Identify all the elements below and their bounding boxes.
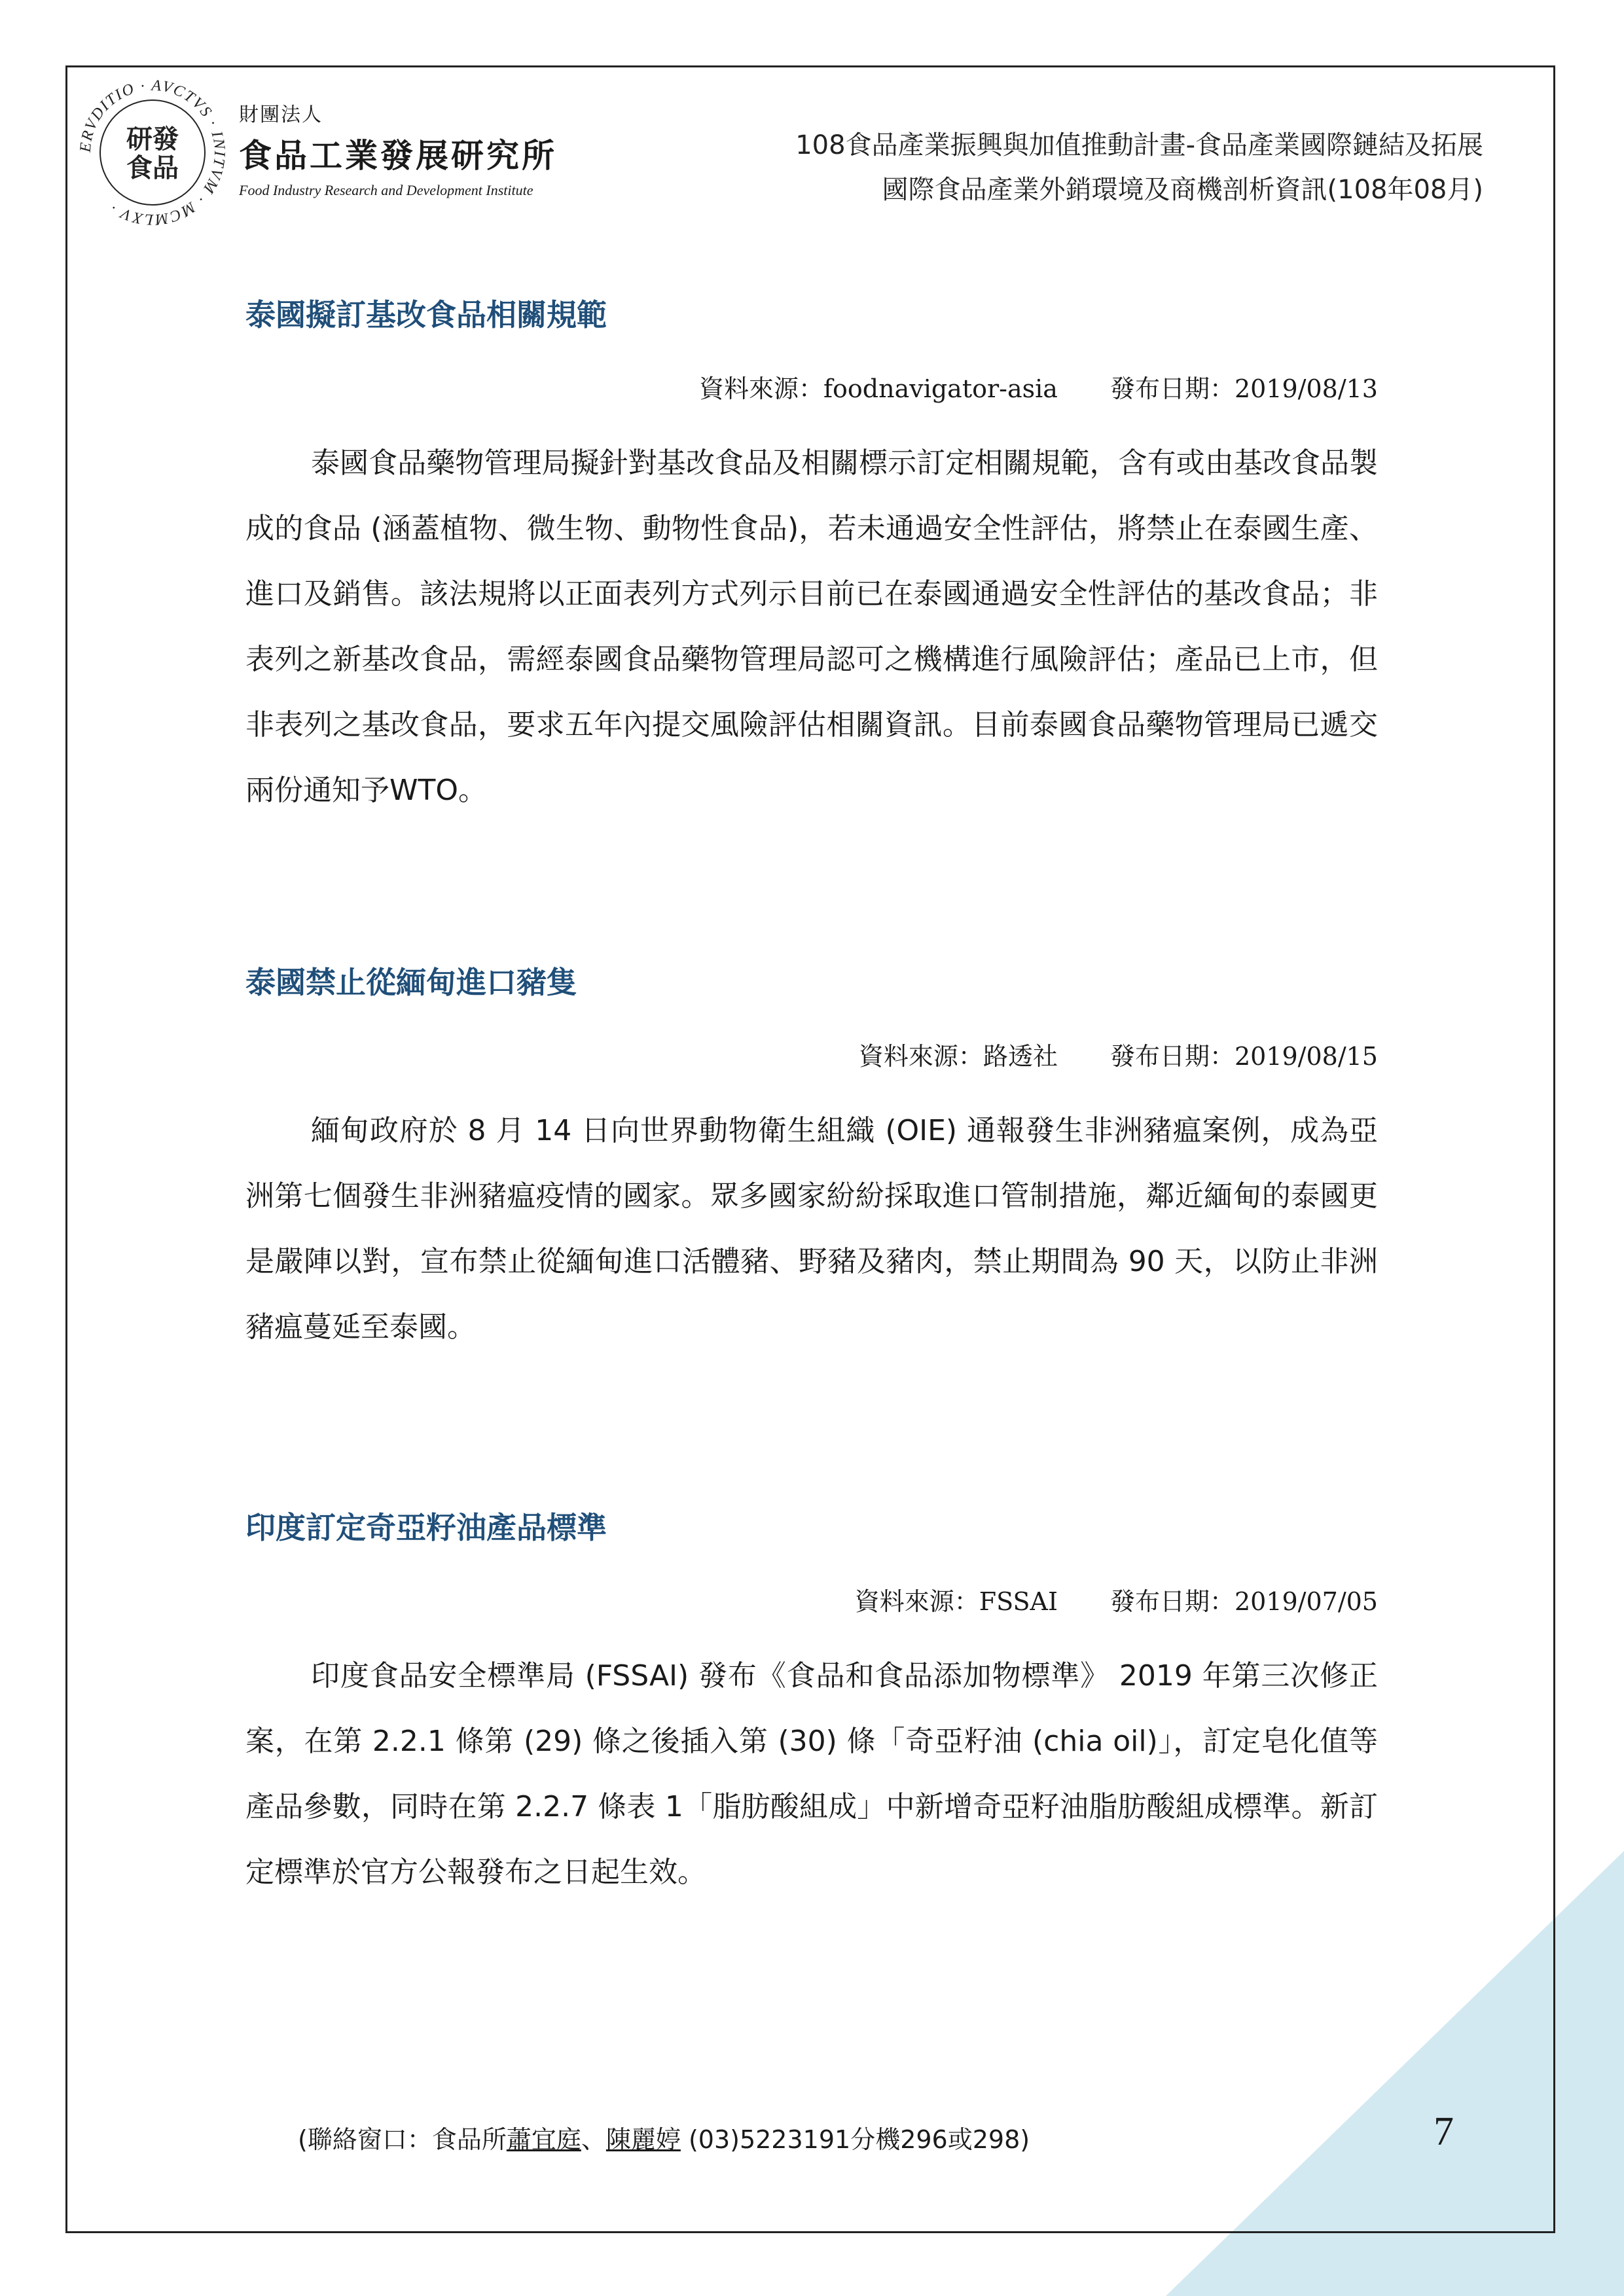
institute-seal-logo bbox=[77, 77, 228, 228]
article-india-chia-oil bbox=[245, 1504, 1378, 1934]
source-value: foodnavigator-asia bbox=[823, 374, 1058, 403]
article-body: 緬甸政府於 8 月 14 日向世界動物衛生組織 (OIE) 通報發生非洲豬瘟案例，成為亞洲第七個發生非洲豬瘟疫情的國家。眾多國家紛紛採取進口管制措施，鄰近緬甸的泰國更是嚴陣以對，宣布禁止從緬甸進口活體豬、野豬及豬肉，禁止期間為 90 天，以防止非洲豬瘟蔓延至泰國。 bbox=[245, 1114, 1378, 1344]
article-body: 印度食品安全標準局 (FSSAI) 發布《食品和食品添加物標準》 2019 年第三次修正案，在第 2.2.1 條第 (29) 條之後插入第 (30) 條「奇亞籽油 (chia oil)」，訂定皂化值等產品參數，同時在第 2.2.7 條表 1「脂肪酸組成」中新增奇亞籽油脂肪酸組成標準。新訂定標準於官方公報發布之日起生效。 bbox=[245, 1659, 1378, 1889]
source-label: 資料來源： bbox=[698, 374, 823, 403]
article-thailand-gmo bbox=[245, 291, 1378, 852]
contact-name: 蕭宜庭 bbox=[506, 2125, 581, 2154]
date-value: 2019/07/05 bbox=[1234, 1587, 1378, 1616]
svg-text:研發: 研發 bbox=[126, 124, 179, 154]
article-title: 泰國擬訂基改食品相關規範 bbox=[245, 297, 607, 332]
contact-separator: 、 bbox=[581, 2125, 606, 2154]
header-line-project: 108食品產業振興與加值推動計畫-食品產業國際鏈結及拓展 bbox=[795, 130, 1483, 160]
date-label: 發布日期： bbox=[1110, 1587, 1235, 1616]
article-title: 泰國禁止從緬甸進口豬隻 bbox=[245, 965, 577, 1000]
article-body: 泰國食品藥物管理局擬針對基改食品及相關標示訂定相關規範，含有或由基改食品製成的食品 (涵蓋植物、微生物、動物性食品)，若未通過安全性評估，將禁止在泰國生產、進口及銷售。該法規將以正面表列方式列示目前已在泰國通過安全性評估的基改食品；非表列之新基改食品，需經泰國食品藥物管理局認可之機構進行風險評估；產品已上市，但非表列之基改食品，要求五年內提交風險評估相關資訊。目前泰國食品藥物管理局已遞交兩份通知予WTO。 bbox=[245, 446, 1378, 807]
svg-text:ERVDITIO · AVCTVS · INITVM · M: ERVDITIO · AVCTVS · INITVM · MCMLXV · bbox=[77, 77, 228, 228]
footer-contact bbox=[298, 2119, 1030, 2155]
org-name: 食品工業發展研究所 bbox=[239, 136, 557, 175]
contact-phone: (03)5223191分機296或298) bbox=[680, 2125, 1030, 2154]
document-header bbox=[795, 123, 1483, 212]
article-title: 印度訂定奇亞籽油產品標準 bbox=[245, 1510, 607, 1545]
article-meta bbox=[245, 1036, 1378, 1072]
contact-name: 陳麗婷 bbox=[605, 2125, 681, 2154]
date-label: 發布日期： bbox=[1110, 374, 1235, 403]
source-label: 資料來源： bbox=[854, 1587, 979, 1616]
article-thailand-pig-ban bbox=[245, 959, 1378, 1389]
institute-name-block bbox=[239, 98, 557, 199]
page-number: 7 bbox=[1434, 2109, 1454, 2154]
date-value: 2019/08/13 bbox=[1234, 374, 1378, 403]
source-value: FSSAI bbox=[979, 1587, 1058, 1616]
article-meta bbox=[245, 1581, 1378, 1617]
date-label: 發布日期： bbox=[1110, 1042, 1235, 1071]
svg-text:食品: 食品 bbox=[126, 152, 179, 183]
org-type-label: 財團法人 bbox=[239, 103, 323, 126]
org-name-english: Food Industry Research and Development Institute bbox=[239, 182, 533, 198]
source-value: 路透社 bbox=[983, 1042, 1058, 1071]
header-line-report: 國際食品產業外銷環境及商機剖析資訊(108年08月) bbox=[882, 175, 1483, 205]
source-label: 資料來源： bbox=[858, 1042, 983, 1071]
date-value: 2019/08/15 bbox=[1234, 1042, 1378, 1071]
article-meta bbox=[245, 368, 1378, 404]
contact-prefix: (聯絡窗口：食品所 bbox=[298, 2125, 507, 2154]
